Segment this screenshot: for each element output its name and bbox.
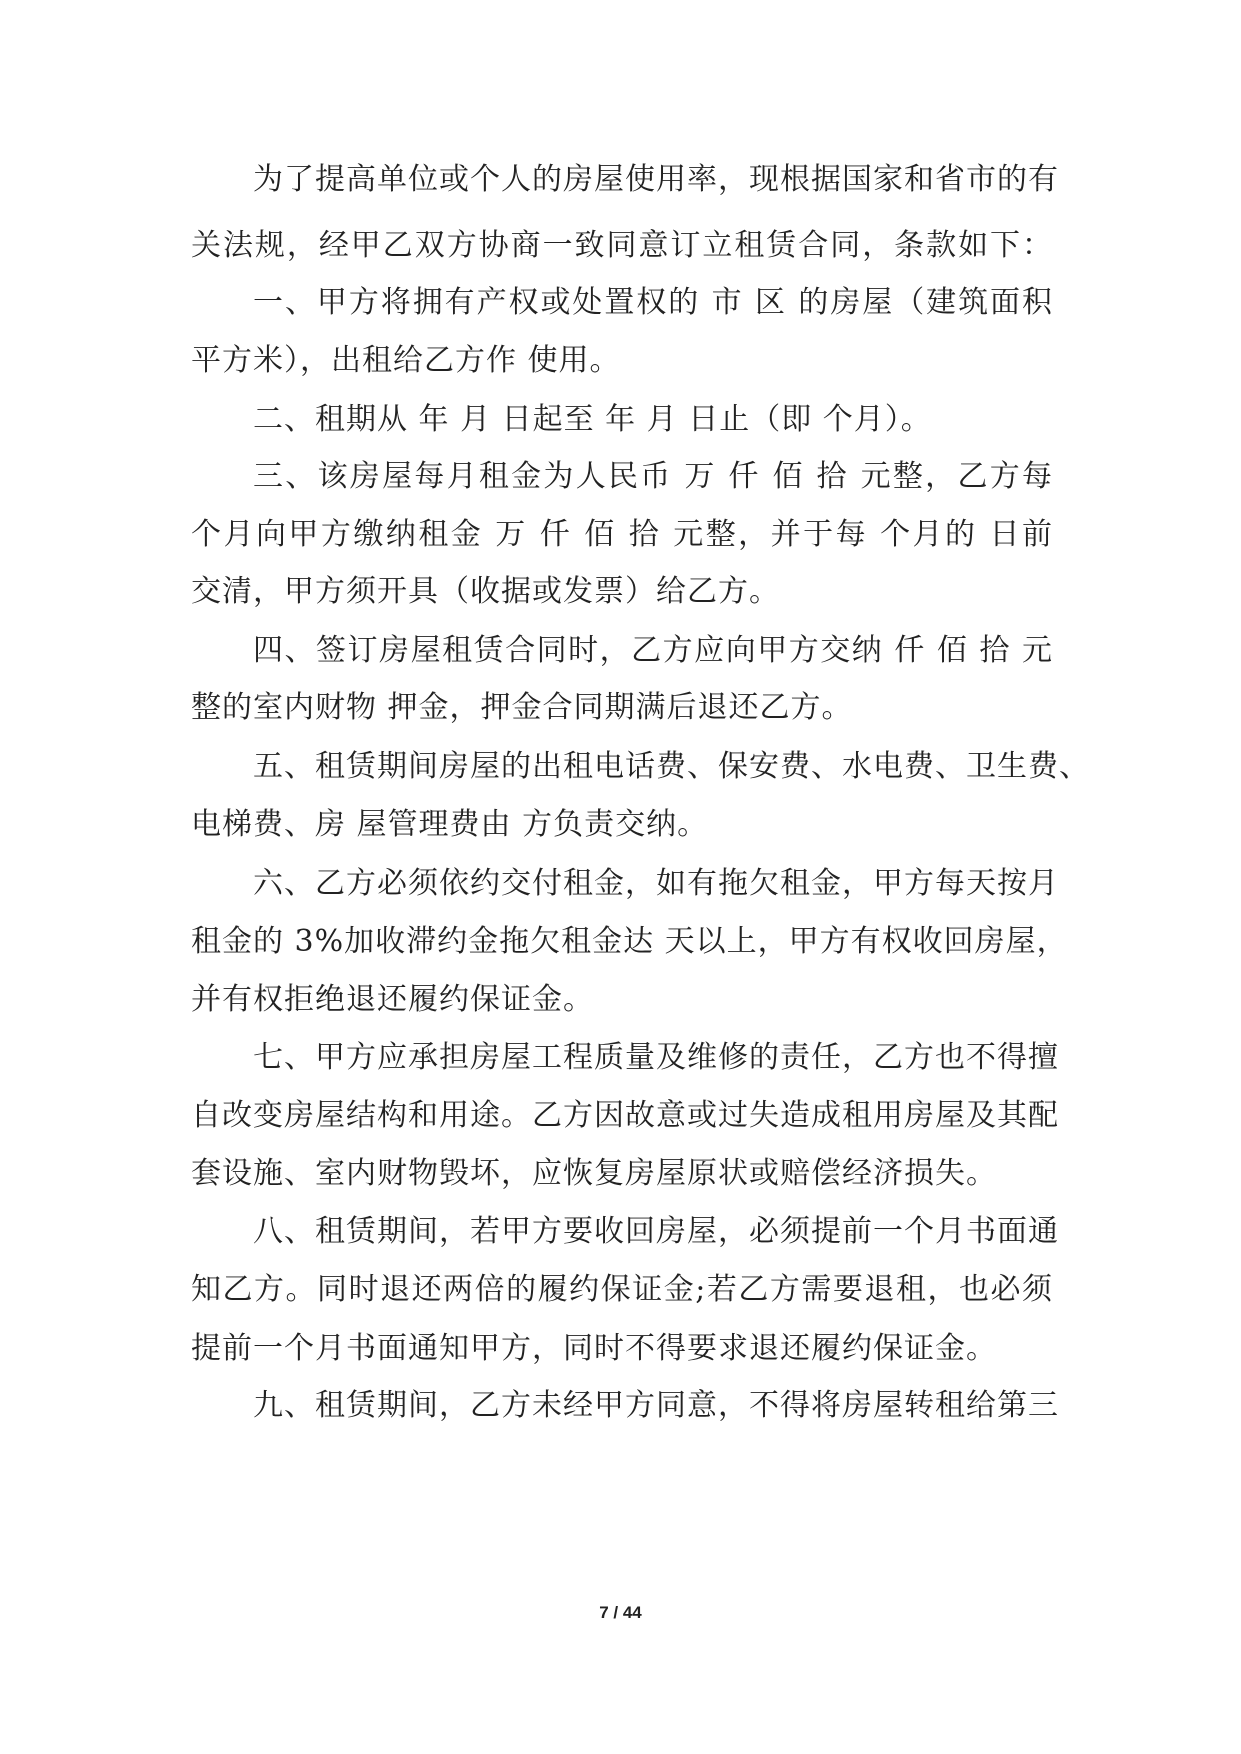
text-line: 租金的 3%加收滞约金拖欠租金达 天以上，甲方有权收回房屋， [191,924,1068,959]
text-line: 八、租赁期间，若甲方要收回房屋，必须提前一个月书面通 [253,1214,1059,1249]
text-line: 自改变房屋结构和用途。乙方因故意或过失造成租用房屋及其配 [191,1098,1059,1133]
text-line: 交清，甲方须开具（收据或发票）给乙方。 [191,574,780,609]
text-line: 电梯费、房 屋管理费由 方负责交纳。 [191,807,709,842]
text-line: 个月向甲方缴纳租金 万 仟 佰 拾 元整，并于每 个月的 日前 [191,517,1053,552]
text-line: 七、甲方应承担房屋工程质量及维修的责任，乙方也不得擅 [253,1040,1059,1075]
page-number: 7 / 44 [599,1603,642,1622]
text-line: 提前一个月书面通知甲方，同时不得要求退还履约保证金。 [191,1331,997,1366]
text-line: 九、租赁期间，乙方未经甲方同意，不得将房屋转租给第三 [253,1388,1059,1423]
text-line: 关法规，经甲乙双方协商一致同意订立租赁合同，条款如下： [191,228,1053,263]
text-line: 五、租赁期间房屋的出租电话费、保安费、水电费、卫生费、 [253,749,1090,784]
text-line: 一、甲方将拥有产权或处置权的 市 区 的房屋（建筑面积 [253,285,1053,320]
text-line: 二、租期从 年 月 日起至 年 月 日止（即 个月）。 [253,402,932,437]
text-line: 并有权拒绝退还履约保证金。 [191,982,594,1017]
text-line: 四、签订房屋租赁合同时，乙方应向甲方交纳 仟 佰 拾 元 [253,633,1053,668]
text-line: 为了提高单位或个人的房屋使用率，现根据国家和省市的有 [253,162,1059,197]
text-line: 三、该房屋每月租金为人民币 万 仟 佰 拾 元整，乙方每 [253,459,1053,494]
text-line: 六、乙方必须依约交付租金，如有拖欠租金，甲方每天按月 [253,866,1059,901]
text-line: 平方米），出租给乙方作 使用。 [191,343,621,378]
text-line: 知乙方。同时退还两倍的履约保证金;若乙方需要退租，也必须 [191,1272,1053,1307]
text-line: 整的室内财物 押金，押金合同期满后退还乙方。 [191,690,853,725]
text-line: 套设施、室内财物毁坏，应恢复房屋原状或赔偿经济损失。 [191,1156,997,1191]
